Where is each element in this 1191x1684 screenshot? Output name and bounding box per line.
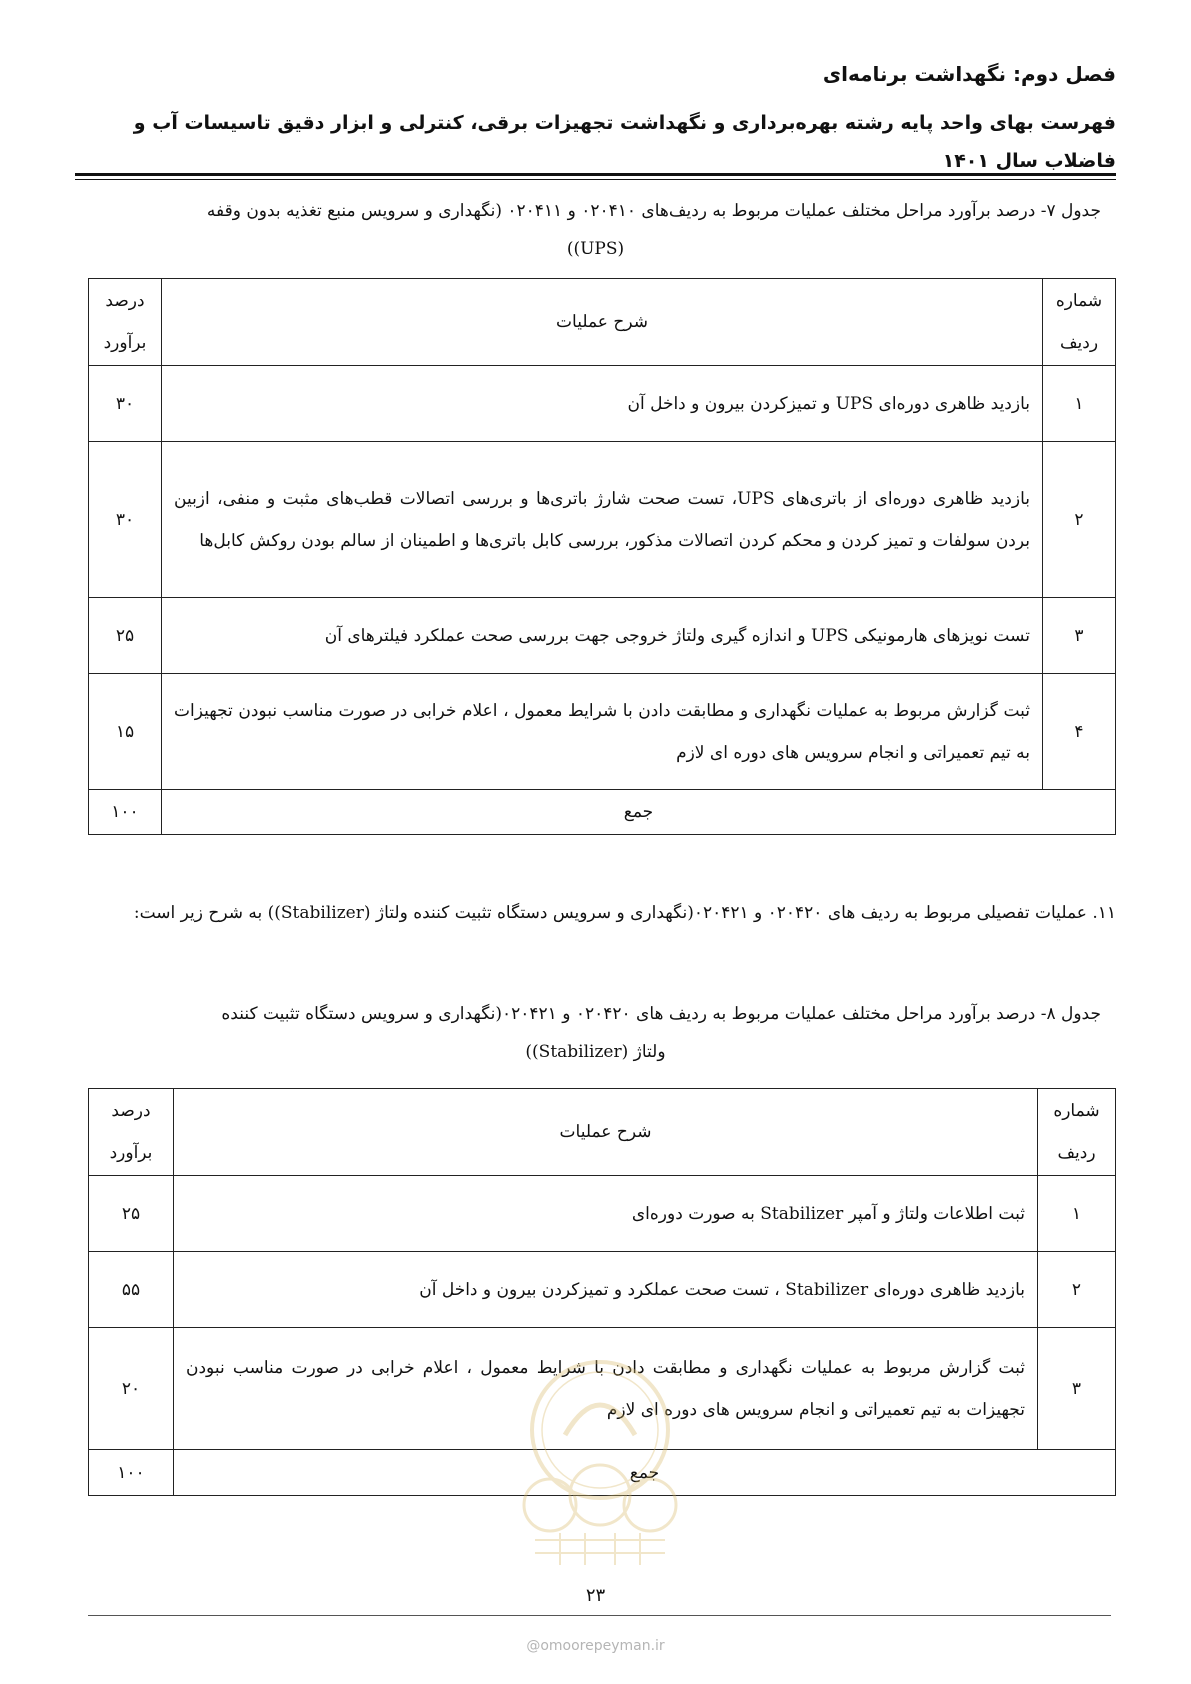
table7-caption-line2: (UPS)) (566, 239, 625, 259)
row-number: ۱ (1043, 366, 1116, 442)
table8-caption-line1: جدول ۸- درصد برآورد مراحل مختلف عملیات مربوط به ردیف های ۰۲۰۴۲۰ و ۰۲۰۴۲۱(نگهداری و سرویس دستگاه تثبیت کننده (221, 1004, 1101, 1024)
row-description: ثبت گزارش مربوط به عملیات نگهداری و مطابقت دادن با شرایط معمول ، اعلام خرابی در صورت مناسب نبودن تجهیزات به تیم تعمیراتی و انجام سرویس های دوره ای لازم (162, 674, 1043, 790)
table8-caption-line2: ولتاژ (Stabilizer)) (525, 1042, 666, 1062)
row-percent: ۲۵ (89, 1176, 174, 1252)
table-row (89, 1252, 1116, 1328)
total-label: جمع (174, 1450, 1116, 1496)
website-watermark: @omoorepeyman.ir (526, 1638, 665, 1654)
row-number: ۲ (1038, 1252, 1116, 1328)
table-row (89, 366, 1116, 442)
footer-rule (88, 1615, 1111, 1616)
row-percent: ۳۰ (89, 442, 162, 598)
table7-caption-line1: جدول ۷- درصد برآورد مراحل مختلف عملیات مربوط به ردیف‌های ۰۲۰۴۱۰ و ۰۲۰۴۱۱ (نگهداری و سرویس منبع تغذیه بدون وقفه (206, 201, 1101, 221)
header-rule-thin (75, 179, 1116, 180)
row-number: ۳ (1038, 1328, 1116, 1450)
row-number: ۲ (1043, 442, 1116, 598)
table8-col-pct-header: درصد برآورد (89, 1089, 174, 1176)
table7 (88, 278, 1116, 835)
row-description: بازدید ظاهری دوره‌ای Stabilizer ، تست صحت عملکرد و تمیزکردن بیرون و داخل آن (174, 1252, 1038, 1328)
total-value: ۱۰۰ (89, 790, 162, 835)
page-number: ۲۳ (585, 1585, 606, 1606)
section-11-paragraph: ۱۱. عملیات تفصیلی مربوط به ردیف های ۰۲۰۴۲۰ و ۰۲۰۴۲۱(نگهداری و سرویس دستگاه تثبیت کننده ولتاژ (Stabilizer)) به شرح زیر است: (133, 903, 1116, 923)
table-row (89, 598, 1116, 674)
table7-col-pct-header: درصد برآورد (89, 279, 162, 366)
chapter-title: فصل دوم: نگهداشت برنامه‌ای (822, 62, 1116, 86)
row-description: ثبت اطلاعات ولتاژ و آمپر Stabilizer به صورت دوره‌ای (174, 1176, 1038, 1252)
row-description: ثبت گزارش مربوط به عملیات نگهداری و مطابقت دادن با شرایط معمول ، اعلام خرابی در صورت مناسب نبودن تجهیزات به تیم تعمیراتی و انجام سرویس های دوره ای لازم (174, 1328, 1038, 1450)
table8-caption (90, 995, 1101, 1071)
table-row (89, 674, 1116, 790)
table7-col-desc-header: شرح عملیات (162, 279, 1043, 366)
table7-total-row (89, 790, 1116, 835)
table7-caption (90, 192, 1101, 268)
row-percent: ۳۰ (89, 366, 162, 442)
total-label: جمع (162, 790, 1116, 835)
table-row (89, 1176, 1116, 1252)
row-description: بازدید ظاهری دوره‌ای از باتری‌های UPS، تست صحت شارژ باتری‌ها و بررسی اتصالات قطب‌های مثبت و منفی، ازبین بردن سولفات و تمیز کردن و محکم کردن اتصالات مذکور، بررسی کابل باتری‌ها و اطمینان از سالم بودن روکش کابل‌ها (162, 442, 1043, 598)
row-percent: ۲۰ (89, 1328, 174, 1450)
table7-header-row (89, 279, 1116, 366)
row-number: ۳ (1043, 598, 1116, 674)
row-percent: ۵۵ (89, 1252, 174, 1328)
row-description: بازدید ظاهری دوره‌ای UPS و تمیزکردن بیرون و داخل آن (162, 366, 1043, 442)
total-value: ۱۰۰ (89, 1450, 174, 1496)
row-percent: ۱۵ (89, 674, 162, 790)
table8-header-row (89, 1089, 1116, 1176)
omoore-peyman-seal-icon (505, 1355, 695, 1570)
row-description: تست نویزهای هارمونیکی UPS و اندازه گیری ولتاژ خروجی جهت بررسی صحت عملکرد فیلترهای آن (162, 598, 1043, 674)
row-percent: ۲۵ (89, 598, 162, 674)
header-rule-thick (75, 173, 1116, 176)
row-number: ۴ (1043, 674, 1116, 790)
table8-col-desc-header: شرح عملیات (174, 1089, 1038, 1176)
table7-col-no-header: شماره ردیف (1043, 279, 1116, 366)
table-row (89, 442, 1116, 598)
table8-col-no-header: شماره ردیف (1038, 1089, 1116, 1176)
document-subtitle: فهرست بهای واحد پایه رشته بهره‌برداری و نگهداشت تجهیزات برقی، کنترلی و ابزار دقیق تاسیسات آب و فاضلاب سال ۱۴۰۱ (133, 112, 1116, 172)
row-number: ۱ (1038, 1176, 1116, 1252)
